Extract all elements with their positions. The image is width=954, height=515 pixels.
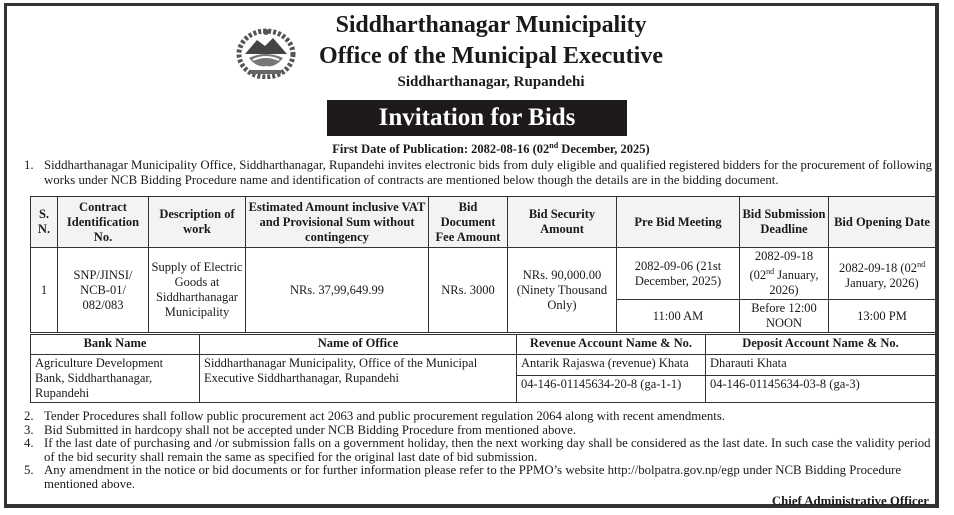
- publication-date: [7, 141, 935, 157]
- header-revenue-account: Revenue Account Name & No.: [517, 335, 706, 355]
- intro-text: Siddharthanagar Municipality Office, Siddharthanagar, Rupandehi invites electronic bids from duly eligible and qualified registered bidders for the procurement of following works under NCB Bidding Procedure name and identification of contracts are mentioned below though the details are in the bidding document.: [44, 158, 933, 187]
- note-number: 2.: [24, 409, 34, 423]
- header-office-name: Name of Office: [200, 335, 517, 355]
- cell-contract-id: SNP/JINSI/ NCB-01/ 082/083: [58, 248, 149, 333]
- header-doc-fee: Bid Document Fee Amount: [429, 197, 508, 248]
- cell-opening-date: [829, 248, 936, 300]
- account-table: [30, 334, 936, 403]
- cell-bid-security: NRs. 90,000.00 (Ninety Thousand Only): [508, 248, 617, 333]
- cell-submission-date: [740, 248, 829, 300]
- cell-pre-bid-date: 2082-09-06 (21st December, 2025): [617, 248, 740, 300]
- table-row: [31, 355, 936, 376]
- municipality-title: Siddharthanagar Municipality: [335, 12, 647, 38]
- note-text: If the last date of purchasing and /or submission falls on a government holiday, then the next working day shall be considered as the last date. In such case the validity period of the bid security shall remain the same as specified for the original last date of bid submission.: [44, 436, 931, 464]
- note-text: Bid Submitted in hardcopy shall not be accepted under NCB Bidding Procedure from mentioned above.: [44, 422, 577, 437]
- header-opening: Bid Opening Date: [829, 197, 936, 248]
- header-pre-bid: Pre Bid Meeting: [617, 197, 740, 248]
- bid-table: [30, 196, 936, 333]
- notice-header: [7, 6, 935, 101]
- submission-date-sup: nd: [766, 267, 775, 276]
- opening-date-sup: nd: [917, 259, 926, 269]
- header-bank-name: Bank Name: [31, 335, 200, 355]
- cell-office-name: Siddharthanagar Municipality, Office of the Municipal Executive Siddharthanagar, Rupandehi: [200, 355, 517, 403]
- notes-list: [24, 410, 936, 491]
- intro-paragraph: [24, 158, 934, 188]
- opening-date-part: January, 2026): [845, 275, 919, 290]
- note-item: [24, 410, 936, 424]
- header-contract-id: Contract Identification No.: [58, 197, 149, 248]
- account-table-header-row: [31, 335, 936, 355]
- notice-frame: [4, 3, 939, 508]
- submission-date-part: January, 2026): [769, 268, 819, 298]
- note-number: 3.: [24, 422, 34, 437]
- cell-submission-time: Before 12:00 NOON: [740, 300, 829, 333]
- note-item: [24, 437, 936, 464]
- cell-opening-time: 13:00 PM: [829, 300, 936, 333]
- note-text: Any amendment in the notice or bid documents or for further information please refer to the PPMO’s website http://bolpatra.gov.np/egp under NCB Bidding Procedure mentioned above.: [44, 463, 902, 491]
- submission-date-part: 2082-09-18 (02: [749, 249, 814, 283]
- note-item: [24, 424, 936, 438]
- cell-deposit-name: Dharauti Khata: [706, 355, 936, 376]
- cell-doc-fee: NRs. 3000: [429, 248, 508, 333]
- intro-number: 1.: [24, 158, 34, 172]
- note-text: Tender Procedures shall follow public procurement act 2063 and public procurement regulation 2064 along with recent amendments.: [44, 409, 726, 423]
- note-item: [24, 464, 936, 491]
- cell-estimated-amount: NRs. 37,99,649.99: [246, 248, 429, 333]
- header-description: Description of work: [149, 197, 246, 248]
- publication-date-sup: nd: [549, 141, 559, 150]
- opening-date-part: 2082-09-18 (02: [838, 260, 918, 275]
- cell-revenue-name: Antarik Rajaswa (revenue) Khata: [517, 355, 706, 376]
- header-submission: Bid Submission Deadline: [740, 197, 829, 248]
- header-sn: S. N.: [31, 197, 58, 248]
- table-row: [31, 248, 936, 300]
- note-number: 5.: [24, 463, 34, 477]
- header-deposit-account: Deposit Account Name & No.: [706, 335, 936, 355]
- cell-revenue-no: 04-146-01145634-20-8 (ga-1-1): [517, 376, 706, 403]
- office-title: Office of the Municipal Executive: [319, 43, 663, 69]
- signature: Chief Administrative Officer: [771, 494, 929, 508]
- invitation-banner: Invitation for Bids: [327, 100, 627, 136]
- cell-deposit-no: 04-146-01145634-03-8 (ga-3): [706, 376, 936, 403]
- note-number: 4.: [24, 436, 34, 450]
- publication-date-label: First Date of Publication: 2082-08-16 (02: [332, 142, 550, 157]
- header-estimated-amount: Estimated Amount inclusive VAT and Provisional Sum without contingency: [246, 197, 429, 248]
- bid-table-header-row: [31, 197, 936, 248]
- cell-sn: 1: [31, 248, 58, 333]
- location-title: Siddharthanagar, Rupandehi: [397, 74, 585, 90]
- header-bid-security: Bid Security Amount: [508, 197, 617, 248]
- cell-pre-bid-time: 11:00 AM: [617, 300, 740, 333]
- cell-description: Supply of Electric Goods at Siddharthanagar Municipality: [149, 248, 246, 333]
- publication-date-suffix: December, 2025): [558, 142, 650, 157]
- cell-bank-name: Agriculture Development Bank, Siddharthanagar, Rupandehi: [31, 355, 200, 403]
